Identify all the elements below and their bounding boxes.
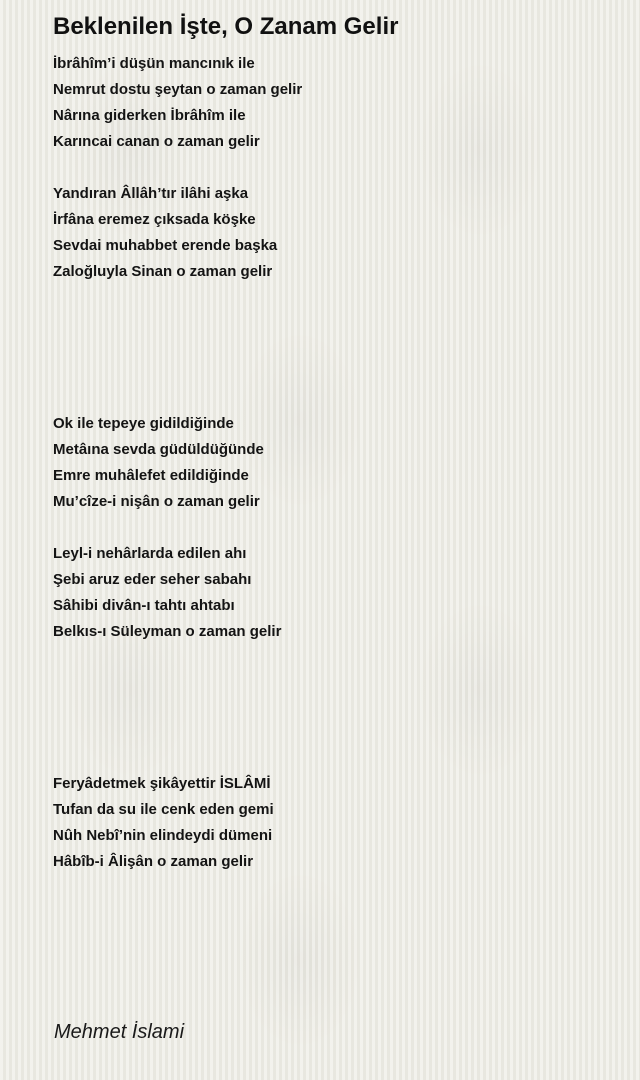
poem-line: İbrâhîm’i düşün mancınık ile — [53, 55, 255, 72]
poem-line: Feryâdetmek şikâyettir İSLÂMİ — [53, 775, 271, 792]
poem-line: Karıncai canan o zaman gelir — [53, 133, 260, 150]
poem-line: Sevdai muhabbet erende başka — [53, 237, 278, 254]
poem-line: Hâbîb-i Âlişân o zaman gelir — [53, 853, 254, 870]
poem-line: Belkıs-ı Süleyman o zaman gelir — [53, 623, 282, 640]
poem-line: Zaloğluyla Sinan o zaman gelir — [53, 263, 273, 280]
poem-line: Nârına giderken İbrâhîm ile — [53, 107, 246, 124]
poem-line: Metâına sevda güdüldüğünde — [53, 441, 264, 458]
poem-line: Yandıran Âllâh’tır ilâhi aşka — [53, 185, 249, 202]
poem-line: Sâhibi divân-ı tahtı ahtabı — [53, 597, 235, 614]
poem-title: Beklenilen İşte, O Zanam Gelir — [53, 13, 399, 40]
poem-line: Mu’cîze-i nişân o zaman gelir — [53, 493, 260, 510]
poem-line: Nemrut dostu şeytan o zaman gelir — [53, 81, 303, 98]
poem-line: Şebi aruz eder seher sabahı — [53, 571, 252, 588]
poem-author: Mehmet İslami — [54, 1021, 185, 1043]
poem-line: Tufan da su ile cenk eden gemi — [53, 801, 274, 818]
poem-line: İrfâna eremez çıksada köşke — [53, 211, 256, 228]
poem-line: Nûh Nebî’nin elindeydi dümeni — [53, 827, 273, 844]
poem-line: Leyl-i nehârlarda edilen ahı — [53, 545, 247, 562]
poem-line: Emre muhâlefet edildiğinde — [53, 467, 249, 484]
poem-line: Ok ile tepeye gidildiğinde — [53, 415, 234, 432]
